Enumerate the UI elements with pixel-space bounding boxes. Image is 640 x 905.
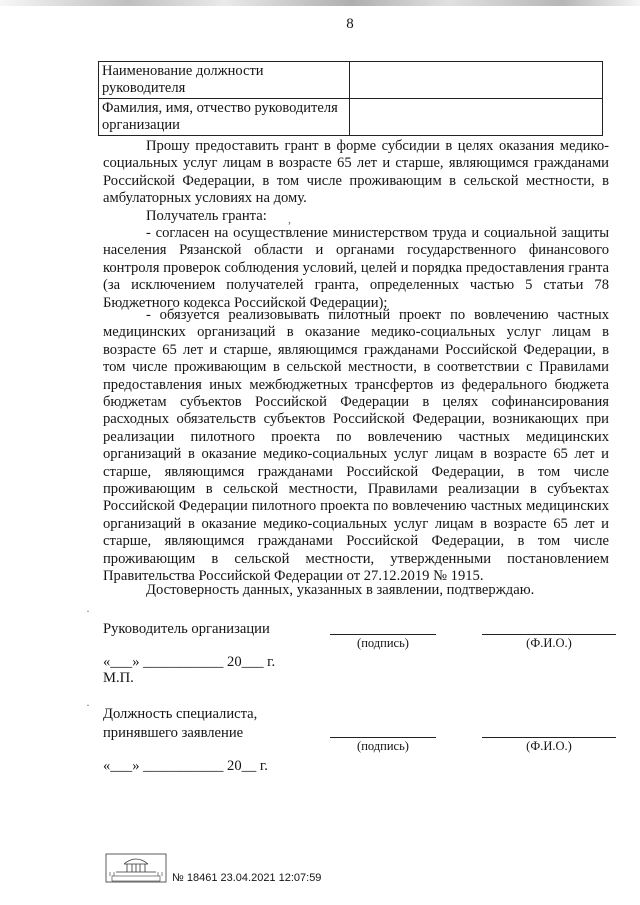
table-label: Фамилия, имя, отчество руководителя организации bbox=[99, 99, 350, 136]
specialist-label bbox=[103, 705, 257, 743]
signature-caption: (подпись) bbox=[357, 739, 409, 753]
signature-line bbox=[330, 737, 436, 738]
specialist-label-line1: Должность специалиста, bbox=[103, 706, 258, 722]
scan-mark: · bbox=[86, 698, 90, 712]
specialist-label-line2: принявшего заявление bbox=[103, 725, 244, 741]
obligation-paragraph: - обязуется реализовывать пилотный проект по вовлечению частных медицинских организаций в оказание медико-социальных услуг лицам в возрасте 65 лет и старше, являющимся гражданами Российской Федерации, в том числе проживающим в сельской местности, в соответствии с Правилами предоставления иных межбюджетных трансфертов из федерального бюджета бюджетам субъектов Российской Федерации в целях софинансирования расходных обязательств субъектов Российской Федерации, возникающих при реализации пилотного проекта по вовлечению частных медицинских организаций в оказание медико-социальных услуг лицам в возрасте 65 лет и старше, являющимся гражданами Российской Федерации, в том числе проживающим в сельской местности, Правилами реализации в субъектах Российской Федерации пилотного проекта по вовлечению частных медицинских организаций в оказание медико-социальных услуг лицам в возрасте 65 лет и старше, являющимся гражданами Российской Федерации, в том числе проживающим в сельской местности, утвержденными постановлением Правительства Российской Федерации от 27.12.2019 № 1915. bbox=[103, 307, 609, 585]
table-row bbox=[99, 62, 603, 99]
government-seal-icon bbox=[104, 852, 168, 884]
consent-paragraph: - согласен на осуществление министерством труда и социальной защиты населения Рязанской области и органами государственного финансового контроля проверок соблюдения условий, целей и порядка предоставления гранта (за исключением получателей гранта, определенных частью 5 статьи 78 Бюджетного кодекса Российской Федерации); bbox=[103, 225, 609, 311]
signature-caption: (подпись) bbox=[357, 636, 409, 650]
stamp-place-label: М.П. bbox=[103, 670, 134, 686]
table-value bbox=[350, 62, 603, 99]
request-paragraph: Прошу предоставить грант в форме субсидии в целях оказания медико-социальных услуг лицам в возрасте 65 лет и старше, являющимся гражданами Российской Федерации, в том числе проживающим в сельской местности, в амбулаторных условиях на дому. bbox=[103, 138, 609, 207]
date-field: «___» ___________ 20___ г. bbox=[103, 654, 276, 670]
table-value bbox=[350, 99, 603, 136]
table-row bbox=[99, 99, 603, 136]
name-caption: (Ф.И.О.) bbox=[526, 636, 572, 650]
name-line bbox=[482, 737, 616, 738]
table-label: Наименование должности руководителя bbox=[99, 62, 350, 99]
date-field: «___» ___________ 20__ г. bbox=[103, 758, 268, 774]
applicant-info-table bbox=[98, 61, 603, 136]
page-number: 8 bbox=[346, 16, 354, 32]
scan-edge bbox=[0, 0, 640, 6]
name-line bbox=[482, 634, 616, 635]
registration-number: № 18461 23.04.2021 12:07:59 bbox=[172, 872, 322, 884]
scan-mark: , bbox=[288, 212, 291, 226]
signature-line bbox=[330, 634, 436, 635]
head-signature-label: Руководитель организации bbox=[103, 621, 270, 637]
grant-recipient-heading: Получатель гранта: bbox=[146, 208, 267, 224]
name-caption: (Ф.И.О.) bbox=[526, 739, 572, 753]
confirmation-paragraph: Достоверность данных, указанных в заявлении, подтверждаю. bbox=[146, 582, 535, 598]
scan-mark: · bbox=[86, 604, 90, 618]
